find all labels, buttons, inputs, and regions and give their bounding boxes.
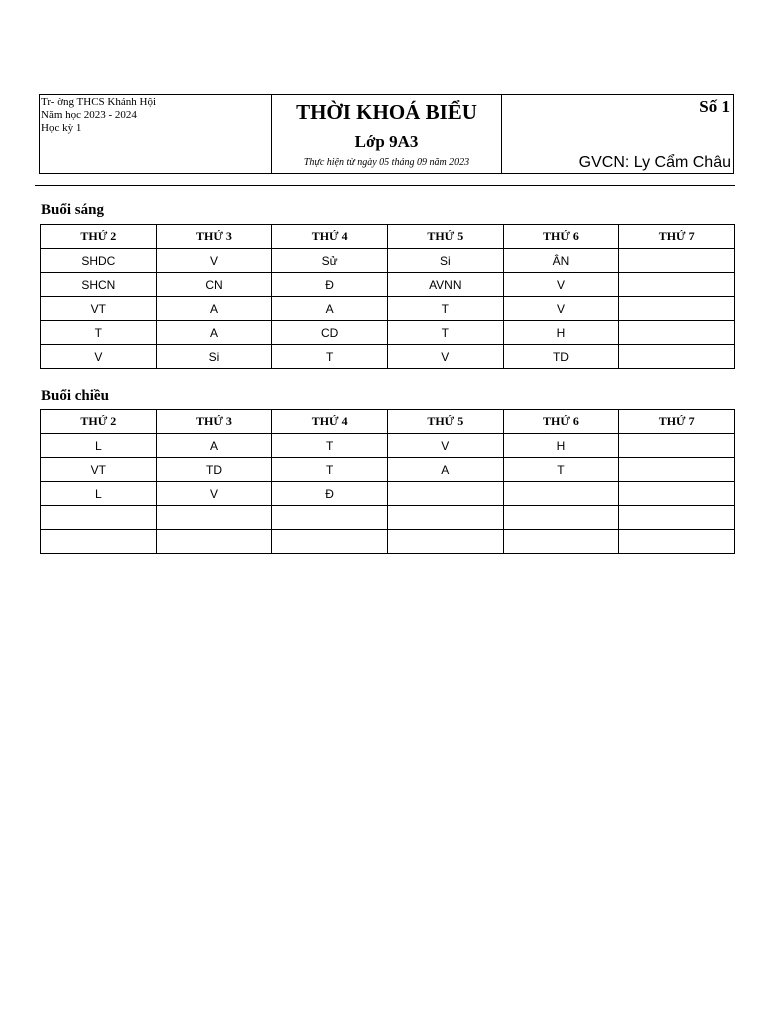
subject-cell: H xyxy=(503,434,619,458)
subject-cell xyxy=(503,482,619,506)
subject-cell: Si xyxy=(156,345,272,369)
semester: Học kỳ 1 xyxy=(41,122,82,134)
subject-cell: VT xyxy=(41,458,157,482)
table-row xyxy=(41,345,735,369)
subject-cell xyxy=(619,530,735,554)
subject-cell xyxy=(156,530,272,554)
subject-cell: V xyxy=(156,482,272,506)
morning-label: Buổi sáng xyxy=(41,202,104,218)
day-header: THỨ 5 xyxy=(387,410,503,434)
day-header: THỨ 4 xyxy=(272,225,388,249)
subject-cell: Đ xyxy=(272,273,388,297)
document-header xyxy=(39,94,734,174)
day-header: THỨ 5 xyxy=(387,225,503,249)
subject-cell xyxy=(41,506,157,530)
subject-cell: L xyxy=(41,434,157,458)
subject-cell xyxy=(387,482,503,506)
effective-date: Thực hiện từ ngày 05 tháng 09 năm 2023 xyxy=(303,157,470,168)
subject-cell: L xyxy=(41,482,157,506)
subject-cell: V xyxy=(503,273,619,297)
subject-cell: AVNN xyxy=(387,273,503,297)
title-block xyxy=(272,95,502,173)
subject-cell: A xyxy=(156,434,272,458)
subject-cell: A xyxy=(387,458,503,482)
subject-cell: H xyxy=(503,321,619,345)
subject-cell: T xyxy=(387,297,503,321)
day-header: THỨ 4 xyxy=(272,410,388,434)
subject-cell: SHCN xyxy=(41,273,157,297)
subject-cell xyxy=(619,458,735,482)
subject-cell xyxy=(619,506,735,530)
subject-cell xyxy=(272,506,388,530)
subject-cell: T xyxy=(387,321,503,345)
schedule-number: Số 1 xyxy=(699,97,730,116)
subject-cell xyxy=(503,506,619,530)
afternoon-label: Buổi chiều xyxy=(41,388,109,404)
subject-cell: V xyxy=(387,345,503,369)
afternoon-table xyxy=(40,409,735,554)
page-title: THỜI KHOÁ BIỂU xyxy=(296,100,477,124)
subject-cell xyxy=(503,530,619,554)
homeroom-teacher: GVCN: Ly Cẩm Châu xyxy=(578,154,731,171)
subject-cell: T xyxy=(272,458,388,482)
subject-cell xyxy=(619,273,735,297)
table-row xyxy=(41,458,735,482)
subject-cell: Si xyxy=(387,249,503,273)
subject-cell: V xyxy=(503,297,619,321)
subject-cell xyxy=(156,506,272,530)
subject-cell xyxy=(619,297,735,321)
subject-cell: T xyxy=(272,434,388,458)
day-header: THỨ 2 xyxy=(41,410,157,434)
subject-cell xyxy=(41,530,157,554)
subject-cell: V xyxy=(387,434,503,458)
subject-cell: A xyxy=(156,321,272,345)
subject-cell xyxy=(272,530,388,554)
subject-cell xyxy=(387,506,503,530)
subject-cell: T xyxy=(503,458,619,482)
teacher-block xyxy=(502,95,733,173)
school-year: Năm học 2023 - 2024 xyxy=(41,109,137,121)
subject-cell: A xyxy=(156,297,272,321)
day-header: THỨ 7 xyxy=(619,410,735,434)
table-row xyxy=(41,506,735,530)
subject-cell: V xyxy=(41,345,157,369)
school-name: Tr- ờng THCS Khánh Hội xyxy=(41,96,157,108)
subject-cell: CD xyxy=(272,321,388,345)
day-header: THỨ 6 xyxy=(503,225,619,249)
subject-cell: ÂN xyxy=(503,249,619,273)
day-header: THỨ 2 xyxy=(41,225,157,249)
table-row xyxy=(41,321,735,345)
table-row xyxy=(41,482,735,506)
subject-cell: Đ xyxy=(272,482,388,506)
subject-cell xyxy=(619,321,735,345)
morning-header-row xyxy=(41,225,735,249)
subject-cell xyxy=(387,530,503,554)
subject-cell: T xyxy=(272,345,388,369)
afternoon-header-row xyxy=(41,410,735,434)
subject-cell: V xyxy=(156,249,272,273)
subject-cell: SHDC xyxy=(41,249,157,273)
table-row xyxy=(41,249,735,273)
subject-cell: Sử xyxy=(272,249,388,273)
subject-cell: A xyxy=(272,297,388,321)
day-header: THỨ 3 xyxy=(156,225,272,249)
subject-cell xyxy=(619,434,735,458)
day-header: THỨ 3 xyxy=(156,410,272,434)
table-row xyxy=(41,434,735,458)
day-header: THỨ 7 xyxy=(619,225,735,249)
table-row xyxy=(41,530,735,554)
subject-cell: T xyxy=(41,321,157,345)
morning-table xyxy=(40,224,735,369)
subject-cell xyxy=(619,249,735,273)
table-row xyxy=(41,297,735,321)
header-divider xyxy=(35,185,735,186)
subject-cell: CN xyxy=(156,273,272,297)
subject-cell: TD xyxy=(503,345,619,369)
day-header: THỨ 6 xyxy=(503,410,619,434)
subject-cell: TD xyxy=(156,458,272,482)
subject-cell: VT xyxy=(41,297,157,321)
table-row xyxy=(41,273,735,297)
school-info xyxy=(40,95,272,173)
class-name: Lớp 9A3 xyxy=(354,132,419,151)
subject-cell xyxy=(619,345,735,369)
subject-cell xyxy=(619,482,735,506)
